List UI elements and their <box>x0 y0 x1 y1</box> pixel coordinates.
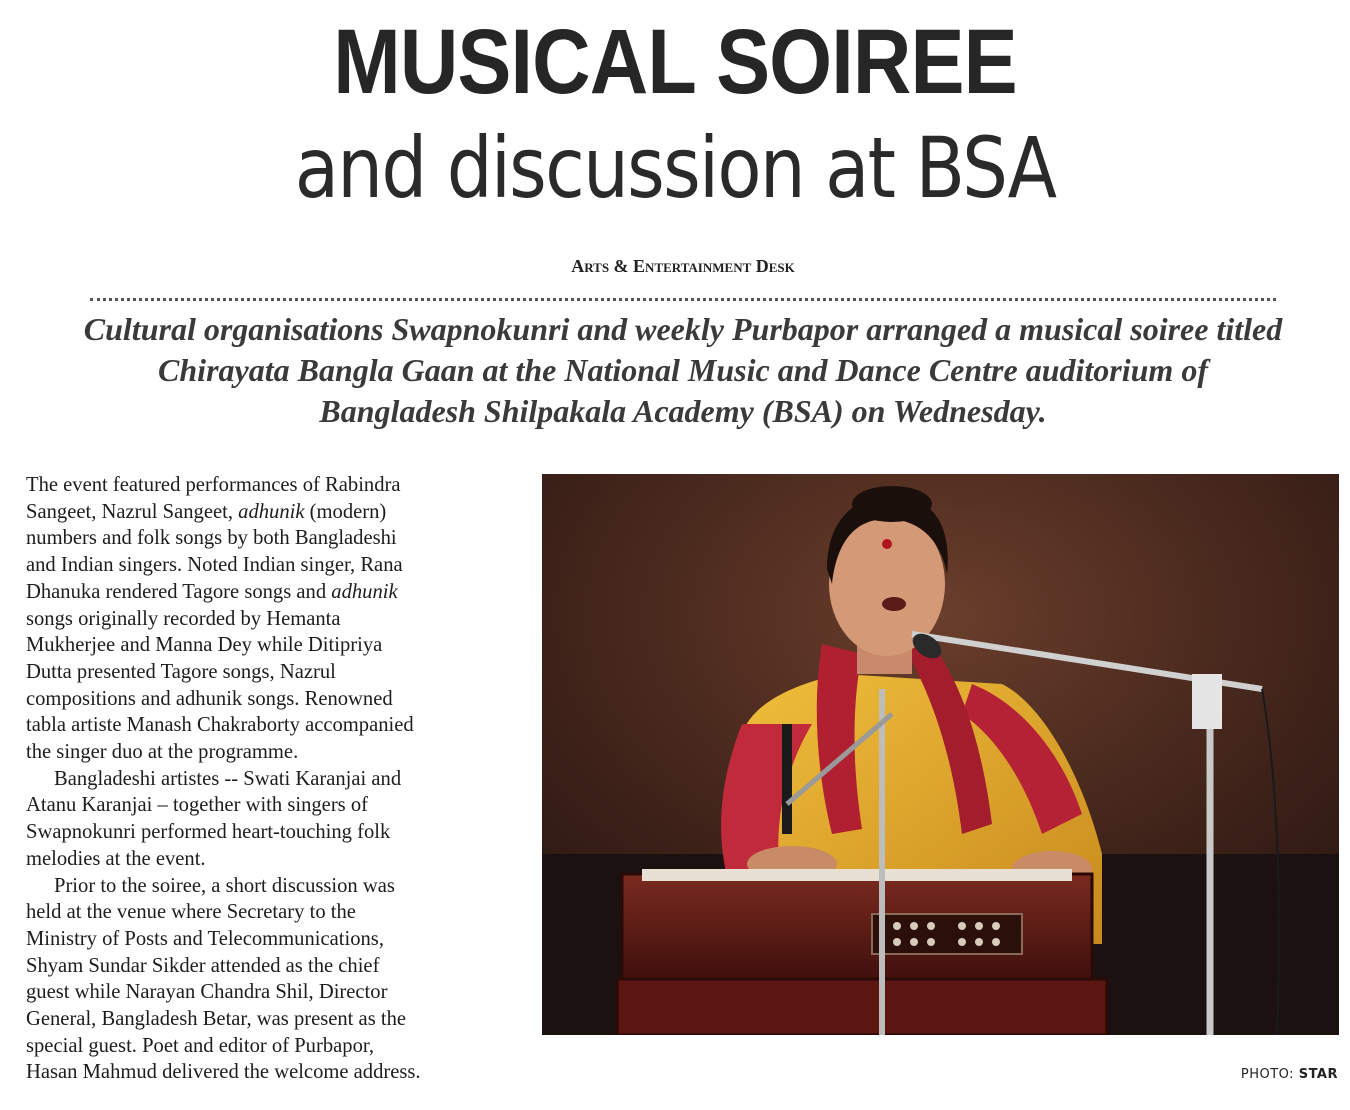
body-line: Hasan Mahmud delivered the welcome address. <box>26 1061 421 1084</box>
body-line: the singer duo at the programme. <box>26 741 299 764</box>
article-photo <box>542 474 1339 1035</box>
body-line: held at the venue where Secretary to the <box>26 901 356 924</box>
headline: MUSICAL SOIREE <box>333 11 1017 113</box>
dotted-divider <box>90 298 1276 301</box>
body-line: songs originally recorded by Hemanta <box>26 607 341 630</box>
body-line: and Indian singers. Noted Indian singer, Rana <box>26 554 403 577</box>
body-line: tabla artiste Manash Chakraborty accompanied <box>26 714 414 737</box>
body-line: Mukherjee and Manna Dey while Ditipriya <box>26 634 383 657</box>
body-line: Dhanuka rendered Tagore songs and adhunik <box>26 580 398 603</box>
body-line: Prior to the soiree, a short discussion was <box>54 874 395 897</box>
body-line: melodies at the event. <box>26 847 206 870</box>
body-line: Shyam Sundar Sikder attended as the chief <box>26 954 380 977</box>
body-line: numbers and folk songs by both Bangladeshi <box>26 527 397 550</box>
body-line: compositions and adhunik songs. Renowned <box>26 687 393 710</box>
body-line: Dutta presented Tagore songs, Nazrul <box>26 660 336 683</box>
body-line: Bangladeshi artistes -- Swati Karanjai and <box>54 767 402 790</box>
body-line: The event featured performances of Rabindra <box>26 474 401 496</box>
body-line: guest while Narayan Chandra Shil, Director <box>26 981 388 1004</box>
byline-desk: Arts & Entertainment Desk <box>571 256 795 276</box>
article-body <box>26 472 526 1086</box>
photo-credit: PHOTO: STAR <box>1240 1067 1338 1082</box>
intro-paragraph: Cultural organisations Swapnokunri and weekly Purbapor arranged a musical soiree titled Chirayata Bangla Gaan at the National Music and Dance Centre auditorium of Bangladesh Shilpakala Academy (BSA) on Wednesday. <box>83 311 1283 429</box>
body-line: Swapnokunri performed heart-touching folk <box>26 821 391 844</box>
body-line: Atanu Karanjai – together with singers of <box>26 794 368 817</box>
body-line: Ministry of Posts and Telecommunications, <box>26 927 384 950</box>
subheadline: and discussion at BSA <box>294 119 1056 217</box>
body-line: General, Bangladesh Betar, was present as the <box>26 1008 407 1031</box>
body-line: special guest. Poet and editor of Purbapor, <box>26 1034 375 1057</box>
body-line: Sangeet, Nazrul Sangeet, adhunik (modern) <box>26 500 387 523</box>
